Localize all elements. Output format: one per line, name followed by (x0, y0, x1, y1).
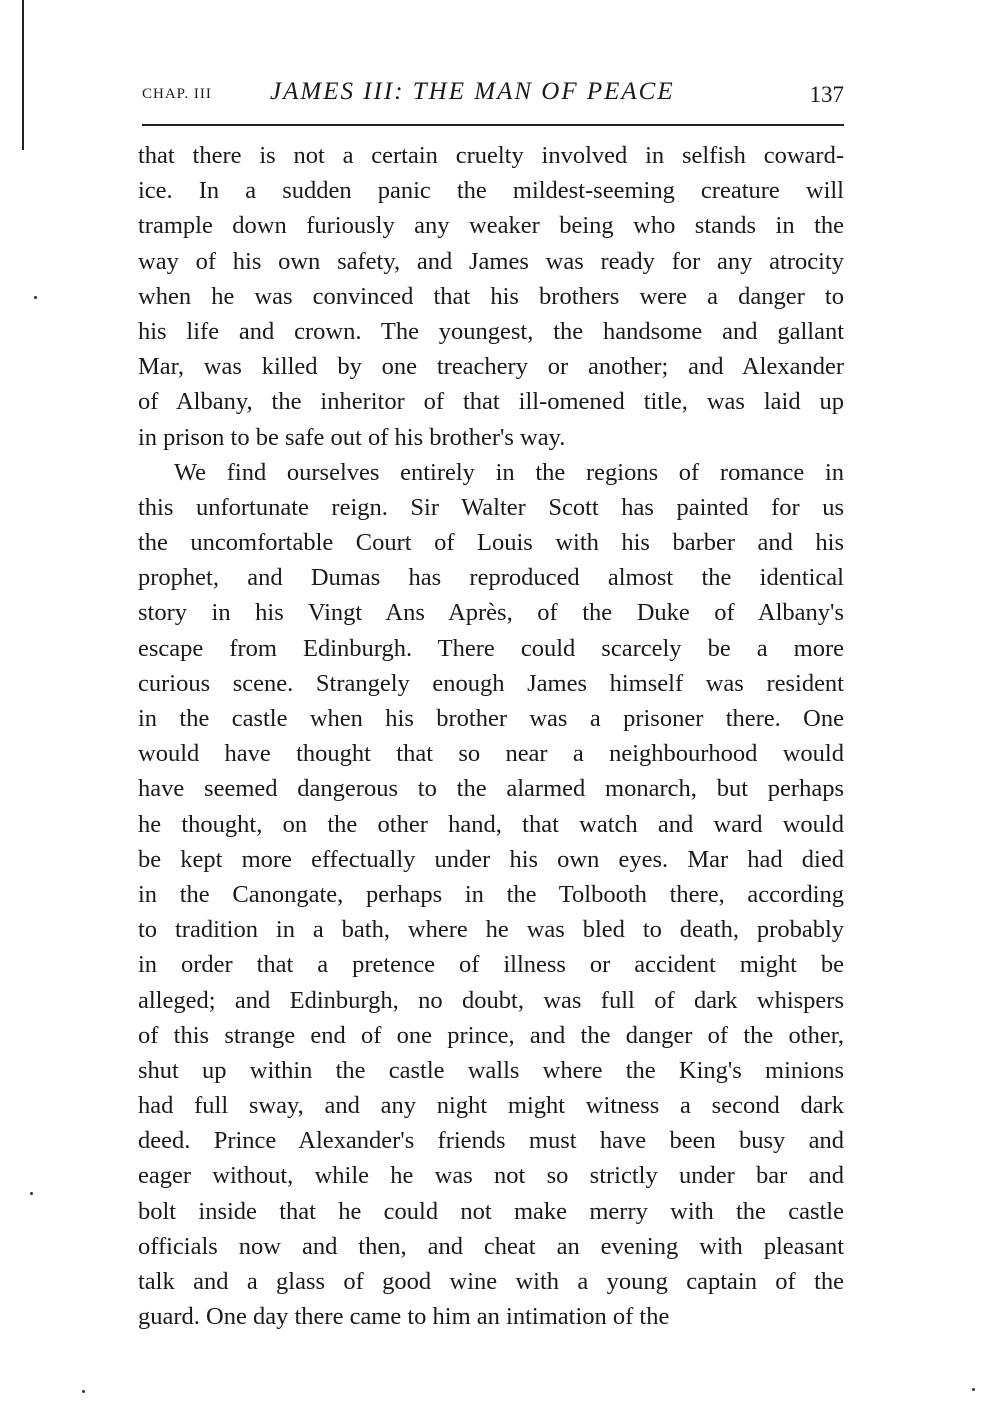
text-line: curious scene. Strangely enough James himself was resident (138, 669, 844, 697)
text-line: when he was convinced that his brothers were a danger to (138, 282, 844, 310)
text-line: of this strange end of one prince, and the danger of the other, (138, 1021, 844, 1049)
page-speck (34, 296, 37, 299)
page-number: 137 (809, 82, 844, 107)
text-line: his life and crown. The youngest, the handsome and gallant (138, 317, 844, 345)
text-line: story in his Vingt Ans Après, of the Duke of Albany's (138, 599, 844, 627)
text-line: the uncomfortable Court of Louis with his barber and his (138, 529, 844, 557)
text-line: alleged; and Edinburgh, no doubt, was full of dark whispers (138, 986, 844, 1014)
text-line: would have thought that so near a neighbourhood would (138, 740, 844, 768)
text-line: ice. In a sudden panic the mildest-seeming creature will (138, 177, 844, 205)
running-header (142, 78, 844, 118)
text-line: he thought, on the other hand, that watch and ward would (138, 810, 844, 838)
text-line: in the Canongate, perhaps in the Tolbooth there, according (138, 880, 844, 908)
text-line: deed. Prince Alexander's friends must have been busy and (138, 1127, 844, 1155)
text-line: this unfortunate reign. Sir Walter Scott has painted for us (138, 493, 844, 521)
text-line: escape from Edinburgh. There could scarcely be a more (138, 634, 844, 662)
page-speck (30, 1192, 33, 1195)
text-line: prophet, and Dumas has reproduced almost the identical (138, 564, 844, 592)
binding-edge-mark (22, 0, 24, 150)
text-line: guard. One day there came to him an intimation of the (138, 1303, 670, 1331)
text-line: in prison to be safe out of his brother's way. (138, 423, 566, 451)
text-line: be kept more effectually under his own eyes. Mar had died (138, 845, 844, 873)
text-line: in order that a pretence of illness or accident might be (138, 951, 844, 979)
text-line: way of his own safety, and James was ready for any atrocity (138, 247, 844, 275)
text-line: Mar, was killed by one treachery or another; and Alexander (138, 353, 844, 381)
page-speck (972, 1388, 975, 1391)
text-line: trample down furiously any weaker being who stands in the (138, 212, 844, 240)
text-line: of Albany, the inheritor of that ill-omened title, was laid up (138, 388, 844, 416)
text-line: to tradition in a bath, where he was bled to death, probably (138, 916, 844, 944)
text-line: have seemed dangerous to the alarmed monarch, but perhaps (138, 775, 844, 803)
text-line: officials now and then, and cheat an evening with pleasant (138, 1232, 844, 1260)
text-line: in the castle when his brother was a prisoner there. One (138, 705, 844, 732)
body-text (138, 138, 844, 1334)
text-line: that there is not a certain cruelty involved in selfish coward- (138, 142, 844, 169)
paragraph (138, 138, 844, 455)
paragraph (138, 455, 844, 1335)
chapter-label: CHAP. III (142, 86, 212, 102)
text-line: eager without, while he was not so strictly under bar and (138, 1162, 844, 1190)
text-line: We find ourselves entirely in the regions of romance in (174, 458, 844, 486)
text-line: shut up within the castle walls where the King's minions (138, 1056, 844, 1084)
text-line: talk and a glass of good wine with a young captain of the (138, 1268, 844, 1295)
running-title: JAMES III: THE MAN OF PEACE (270, 78, 675, 105)
page-speck (82, 1390, 85, 1393)
text-line: bolt inside that he could not make merry with the castle (138, 1197, 844, 1225)
header-rule (142, 124, 844, 126)
text-line: had full sway, and any night might witness a second dark (138, 1092, 844, 1120)
